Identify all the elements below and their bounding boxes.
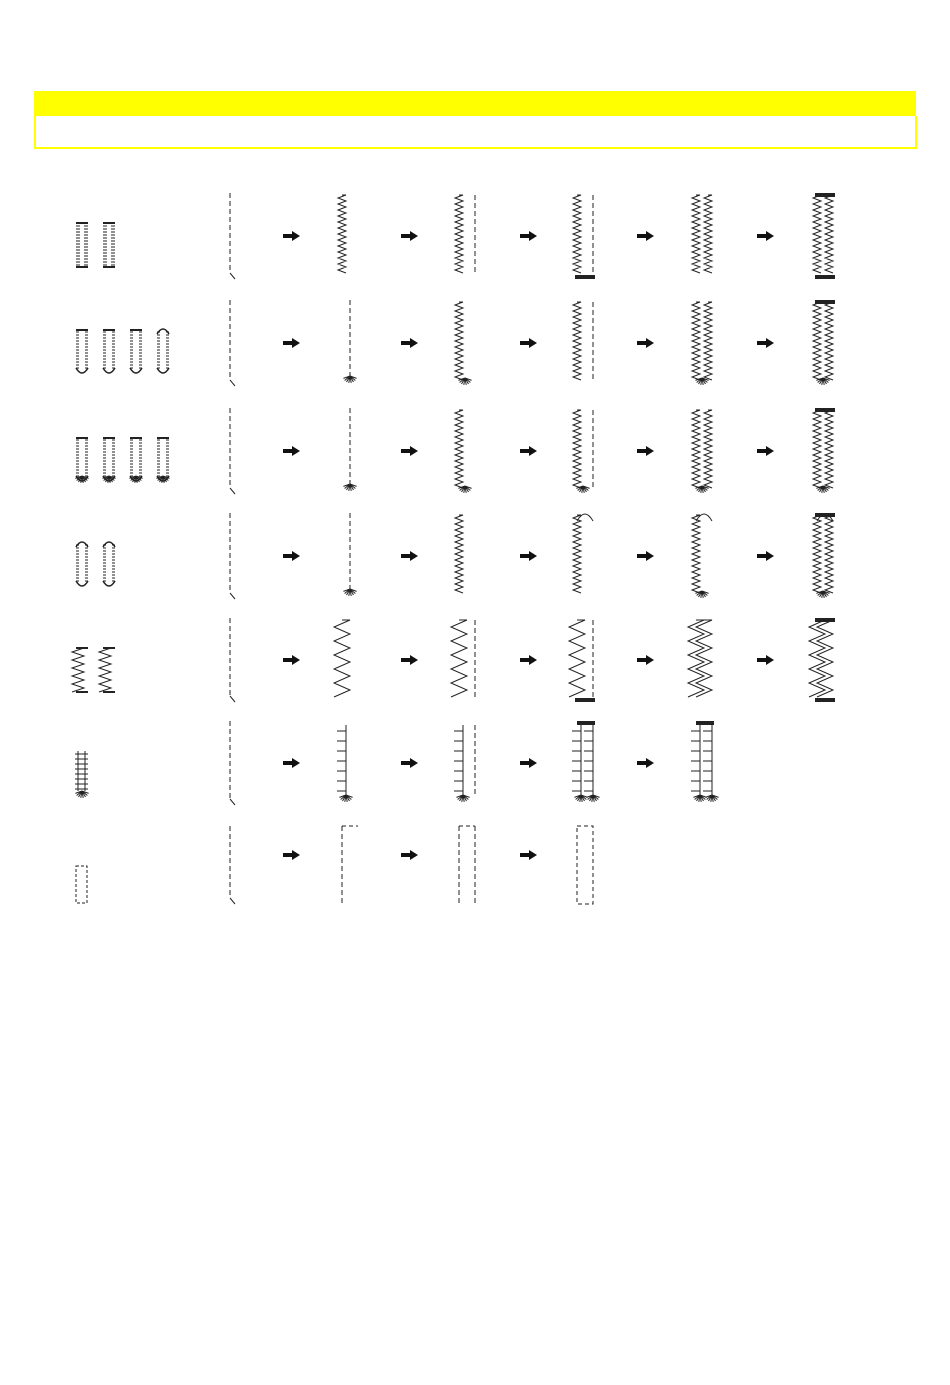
stitch-stage-ladder-left — [337, 725, 353, 802]
stitch-stage-dashed-three-sides — [459, 826, 475, 904]
stitch-stage-closed-round — [813, 300, 835, 385]
dashed-rect-icon — [76, 866, 87, 903]
stitch-stage-zigzag-oval — [692, 514, 712, 598]
arrow-icon — [283, 231, 300, 241]
keyhole-icon — [102, 438, 115, 483]
arrow-icon — [520, 655, 537, 665]
arrow-icon — [637, 551, 654, 561]
stitch-stage-single-line — [230, 193, 235, 279]
stitch-stage-wide-zigzag-left — [334, 620, 350, 697]
stitch-stage-wide-zigzag-bar — [569, 620, 595, 702]
stitch-stage-single-line — [230, 721, 235, 805]
stitch-stage-zigzag-left-dashed-right-bar — [573, 195, 595, 279]
arrow-icon — [283, 551, 300, 561]
arrow-icon — [401, 338, 418, 348]
keyhole-icon — [156, 438, 169, 483]
square-bar-icon — [103, 223, 115, 267]
stitch-stage-dashed-with-fan — [343, 513, 356, 596]
arrow-icon — [520, 338, 537, 348]
stitch-stage-ladder-both-closed — [691, 721, 719, 802]
round-bottom-icon — [76, 330, 88, 373]
stitch-stage-zigzag-left-dashed-right — [455, 195, 475, 275]
stretch-icon — [99, 648, 115, 692]
stitch-stage-zigzag-dashed-right-fan — [573, 410, 593, 493]
arrow-icon — [401, 758, 418, 768]
arrow-icon — [283, 655, 300, 665]
round-bottom-icon — [130, 330, 142, 373]
arrow-icon — [520, 758, 537, 768]
arrow-icon — [520, 551, 537, 561]
stitch-stage-closed-square — [813, 193, 835, 279]
arrow-icon — [520, 231, 537, 241]
stitch-stage-zigzag-curved — [455, 515, 463, 593]
oval-icon — [103, 542, 115, 586]
stitch-stage-wide-zigzag-both — [688, 620, 712, 697]
stitch-stage-zigzag-top-arc — [573, 514, 593, 593]
stitch-stage-dashed-rect — [577, 826, 593, 904]
stitch-stage-zigzag-dashed-right — [573, 302, 593, 382]
arrow-icon — [283, 850, 300, 860]
stretch-icon — [72, 648, 88, 692]
stitch-stage-closed-oval — [813, 513, 835, 598]
arrow-icon — [637, 758, 654, 768]
arrow-icon — [401, 850, 418, 860]
round-bottom-icon — [103, 330, 115, 373]
stitch-stage-dashed-with-fan — [343, 300, 356, 383]
round-both-icon — [157, 329, 169, 373]
stitch-stage-zigzag-with-fan — [455, 410, 472, 493]
stitch-stage-zigzag-both-sides — [692, 195, 712, 273]
arrow-icon — [401, 551, 418, 561]
arrow-icon — [401, 655, 418, 665]
stitch-stage-closed-stretch — [809, 618, 835, 702]
stitch-stage-ladder-left-bar — [572, 721, 600, 802]
arrow-icon — [520, 446, 537, 456]
arrow-icon — [637, 655, 654, 665]
stitch-stage-wide-zigzag-dashed — [451, 620, 475, 698]
stitch-stage-single-line — [230, 826, 235, 904]
oval-icon — [76, 542, 88, 586]
stitch-stage-ladder-left-dashed — [454, 725, 475, 802]
arrow-icon — [520, 850, 537, 860]
stitch-stage-zigzag-left — [338, 195, 346, 273]
arrow-icon — [401, 446, 418, 456]
arrow-icon — [757, 338, 774, 348]
stitch-stage-dashed-corner — [342, 826, 358, 904]
stitch-stage-closed-keyhole — [813, 408, 835, 493]
stitch-stage-zigzag-with-fan — [455, 302, 472, 385]
stitch-stage-zigzag-both-round — [692, 302, 712, 385]
square-bar-icon — [76, 223, 88, 267]
stitch-stage-single-line — [230, 300, 235, 386]
stitch-stage-single-line — [230, 513, 235, 599]
arrow-icon — [283, 338, 300, 348]
arrow-icon — [757, 231, 774, 241]
arrow-icon — [637, 231, 654, 241]
arrow-icon — [283, 446, 300, 456]
keyhole-icon — [75, 438, 88, 483]
stitch-stage-dashed-with-fan — [343, 408, 356, 491]
arrow-icon — [637, 338, 654, 348]
arrow-icon — [401, 231, 418, 241]
arrow-icon — [757, 551, 774, 561]
stitch-stage-zigzag-both-keyhole — [692, 410, 712, 493]
stitch-stage-single-line — [230, 618, 235, 702]
stitch-stage-single-line — [230, 408, 235, 494]
arrow-icon — [637, 446, 654, 456]
arrow-icon — [757, 446, 774, 456]
arrow-icon — [283, 758, 300, 768]
keyhole-icon — [129, 438, 142, 483]
ladder-icon — [75, 751, 89, 798]
arrow-icon — [757, 655, 774, 665]
